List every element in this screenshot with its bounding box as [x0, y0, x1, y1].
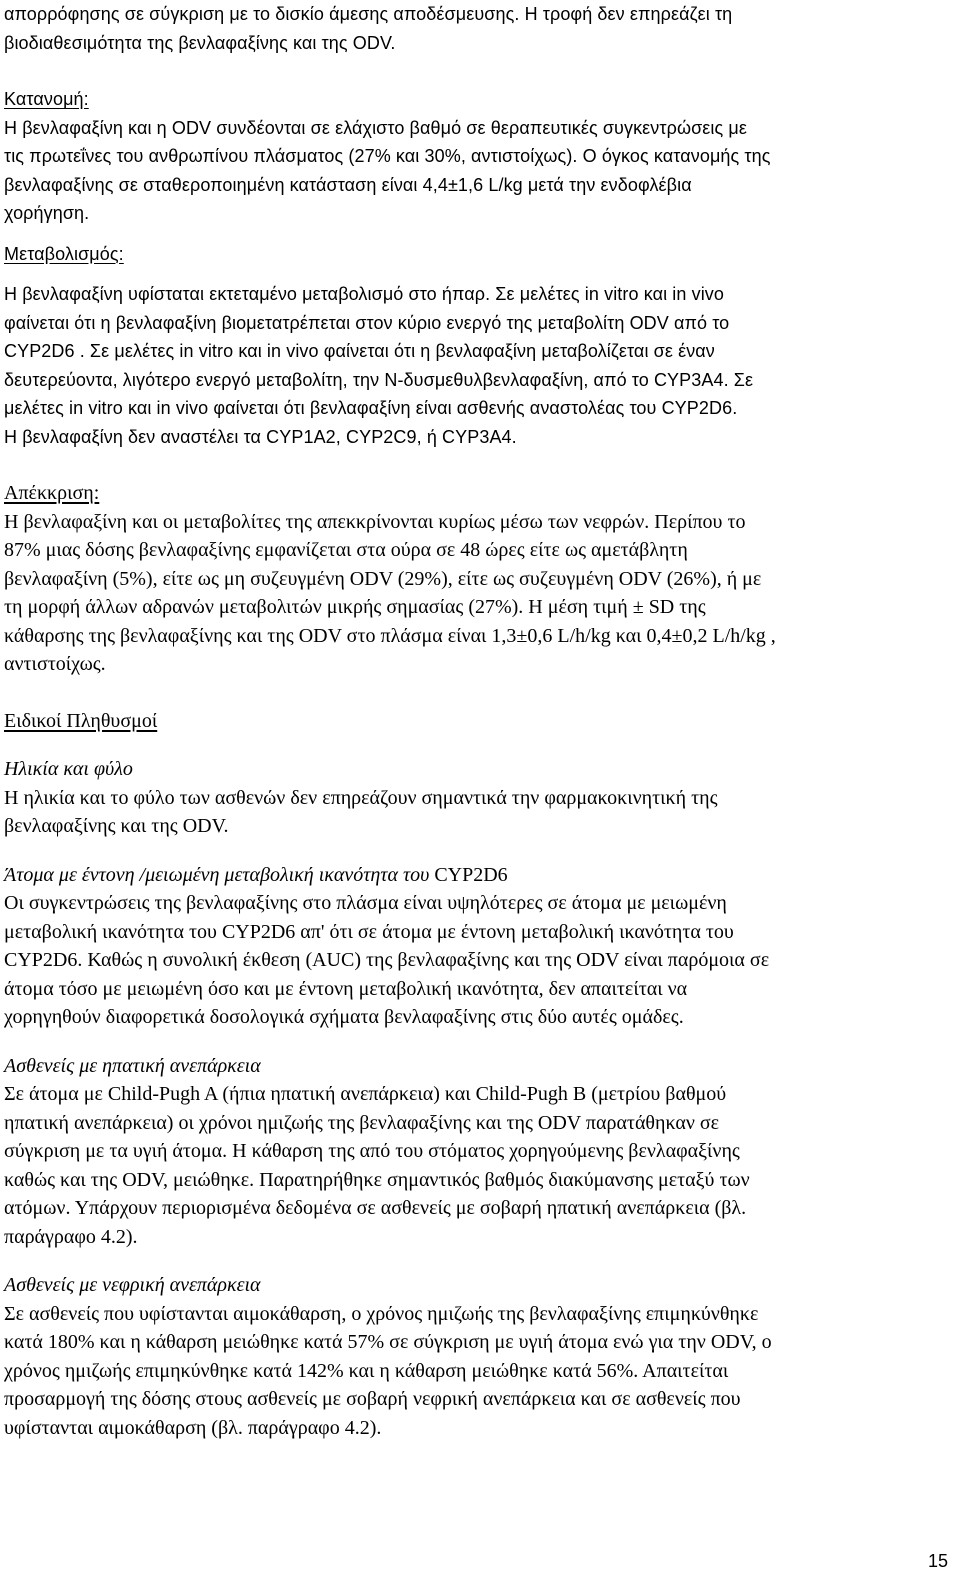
metabolism-heading: Μεταβολισμός: — [4, 243, 124, 264]
cyp2d6-heading-italic: Άτομα με έντονη /μειωμένη μεταβολική ικανότητα του — [4, 863, 430, 886]
text-line: προσαρμογή της δόσης στους ασθενείς με σοβαρή νεφρική ανεπάρκεια και σε ασθενείς που — [4, 1388, 741, 1410]
special-populations-section — [4, 707, 949, 736]
metabolism-section — [4, 240, 949, 452]
text-line: χρόνος ημιζωής επιμηκύνθηκε κατά 142% και η κάθαρση μειώθηκε κατά 56%. Απαιτείται — [4, 1359, 729, 1382]
text-line: άτομα τόσο με μειωμένη όσο και με έντονη μεταβολική ικανότητα, δεν απαιτείται να — [4, 977, 688, 1000]
age-sex-section — [4, 755, 949, 841]
text-line: ατόμων. Υπάρχουν περιορισμένα δεδομένα σε ασθενείς με σοβαρή ηπατική ανεπάρκεια (βλ. — [4, 1197, 747, 1219]
text-line: υφίστανται αιμοκάθαρση (βλ. παράγραφο 4.2). — [4, 1416, 382, 1439]
text-line: απορρόφησης σε σύγκριση με το δισκίο άμεσης αποδέσμευσης. Η τροφή δεν επηρεάζει τη — [4, 4, 733, 24]
text-line: μελέτες in vitro και in vivo φαίνεται ότι βενλαφαξίνη είναι ασθενής αναστολέας του CYP2D6. — [4, 398, 738, 418]
continuation-paragraph — [4, 0, 949, 57]
text-line: αντιστοίχως. — [4, 653, 106, 675]
hepatic-section — [4, 1052, 949, 1252]
text-line: σύγκριση με τα υγιή άτομα. Η κάθαρση της από του στόματος χορηγούμενης βενλαφαξίνης — [4, 1140, 740, 1162]
text-line: βενλαφαξίνης και της ODV. — [4, 815, 229, 837]
text-line: μεταβολική ικανότητα του CYP2D6 απ' ότι σε άτομα με έντονη μεταβολική ικανότητα του — [4, 920, 734, 943]
text-line: Η βενλαφαξίνη και οι μεταβολίτες της απεκκρίνονται κυρίως μέσω των νεφρών. Περίπου το — [4, 510, 746, 533]
special-populations-heading: Ειδικοί Πληθυσμοί — [4, 709, 158, 732]
text-line: CYP2D6. Καθώς η συνολική έκθεση (AUC) της βενλαφαξίνης και της ODV είναι παρόμοια σε — [4, 949, 770, 971]
text-line: φαίνεται ότι η βενλαφαξίνη βιομετατρέπεται στον κύριο ενεργό της μεταβολίτη ODV από το — [4, 312, 730, 333]
age-sex-heading: Ηλικία και φύλο — [4, 758, 133, 780]
text-line: Σε ασθενείς που υφίστανται αιμοκάθαρση, ο χρόνος ημιζωής της βενλαφαξίνης επιμηκύνθηκε — [4, 1302, 759, 1325]
renal-section — [4, 1271, 949, 1442]
text-line: τις πρωτεΐνες του ανθρωπίνου πλάσματος (27% και 30%, αντιστοίχως). Ο όγκος κατανομής της — [4, 146, 771, 166]
cyp2d6-section — [4, 861, 949, 1032]
document-page — [4, 0, 949, 1442]
cyp2d6-heading-plain: CYP2D6 — [434, 863, 508, 886]
text-line: ηπατική ανεπάρκεια) οι χρόνοι ημιζωής της βενλαφαξίνης και της ODV παρατάθηκαν σε — [4, 1111, 720, 1134]
text-line: χορηγηθούν διαφορετικά δοσολογικά σχήματα βενλαφαξίνης στις δύο αυτές ομάδες. — [4, 1006, 684, 1028]
text-line: Οι συγκεντρώσεις της βενλαφαξίνης στο πλάσμα είναι υψηλότερες σε άτομα με μειωμένη — [4, 892, 727, 914]
text-line: παράγραφο 4.2). — [4, 1225, 138, 1248]
text-line: Η βενλαφαξίνη δεν αναστέλει τα CYP1A2, CYP2C9, ή CYP3A4. — [4, 426, 517, 447]
text-line: τη μορφή άλλων αδρανών μεταβολιτών μικρής σημασίας (27%). Η μέση τιμή ± SD της — [4, 596, 706, 618]
hepatic-heading: Ασθενείς με ηπατική ανεπάρκεια — [4, 1054, 261, 1077]
text-line: βενλαφαξίνης σε σταθεροποιημένη κατάσταση είναι 4,4±1,6 L/kg μετά την ενδοφλέβια — [4, 174, 692, 195]
text-line: δευτερεύοντα, λιγότερο ενεργό μεταβολίτη, την N-δυσμεθυλβενλαφαξίνη, από το CYP3A4. Σε — [4, 369, 754, 390]
text-line: CYP2D6 . Σε μελέτες in vitro και in vivo φαίνεται ότι η βενλαφαξίνη μεταβολίζεται σε έναν — [4, 341, 715, 361]
text-line: καθώς και της ODV, μειώθηκε. Παρατηρήθηκε σημαντικός βαθμός διακύμανσης μεταξύ των — [4, 1168, 750, 1191]
distribution-heading: Κατανομή: — [4, 89, 89, 109]
text-line: κάθαρσης της βενλαφαξίνης και της ODV στο πλάσμα είναι 1,3±0,6 L/h/kg και 0,4±0,2 L/h/kg , — [4, 624, 776, 647]
text-line: βιοδιαθεσιμότητα της βενλαφαξίνης και της ODV. — [4, 32, 396, 53]
text-line: Η ηλικία και το φύλο των ασθενών δεν επηρεάζουν σημαντικά την φαρμακοκινητική της — [4, 786, 718, 809]
text-line: 87% μιας δόσης βενλαφαξίνης εμφανίζεται στα ούρα σε 48 ώρες είτε ως αμετάβλητη — [4, 539, 688, 561]
renal-heading: Ασθενείς με νεφρική ανεπάρκεια — [4, 1274, 261, 1296]
text-line: χορήγηση. — [4, 203, 90, 223]
text-line: κατά 180% και η κάθαρση μειώθηκε κατά 57% σε σύγκριση με υγιή άτομα ενώ για την ODV, ο — [4, 1331, 772, 1353]
page-number: 15 — [927, 1551, 948, 1571]
text-line: βενλαφαξίνη (5%), είτε ως μη συζευγμένη ODV (29%), είτε ως συζευγμένη ODV (26%), ή με — [4, 567, 762, 590]
distribution-section — [4, 85, 949, 228]
excretion-section — [4, 479, 949, 679]
excretion-heading: Απέκκριση: — [4, 482, 100, 504]
text-line: Η βενλαφαξίνη και η ODV συνδέονται σε ελάχιστο βαθμό σε θεραπευτικές συγκεντρώσεις με — [4, 117, 748, 138]
cyp2d6-heading — [4, 861, 949, 890]
text-line: Η βενλαφαξίνη υφίσταται εκτεταμένο μεταβολισμό στο ήπαρ. Σε μελέτες in vitro και in vivo — [4, 284, 725, 304]
text-line: Σε άτομα με Child-Pugh A (ήπια ηπατική ανεπάρκεια) και Child-Pugh B (μετρίου βαθμού — [4, 1083, 727, 1105]
